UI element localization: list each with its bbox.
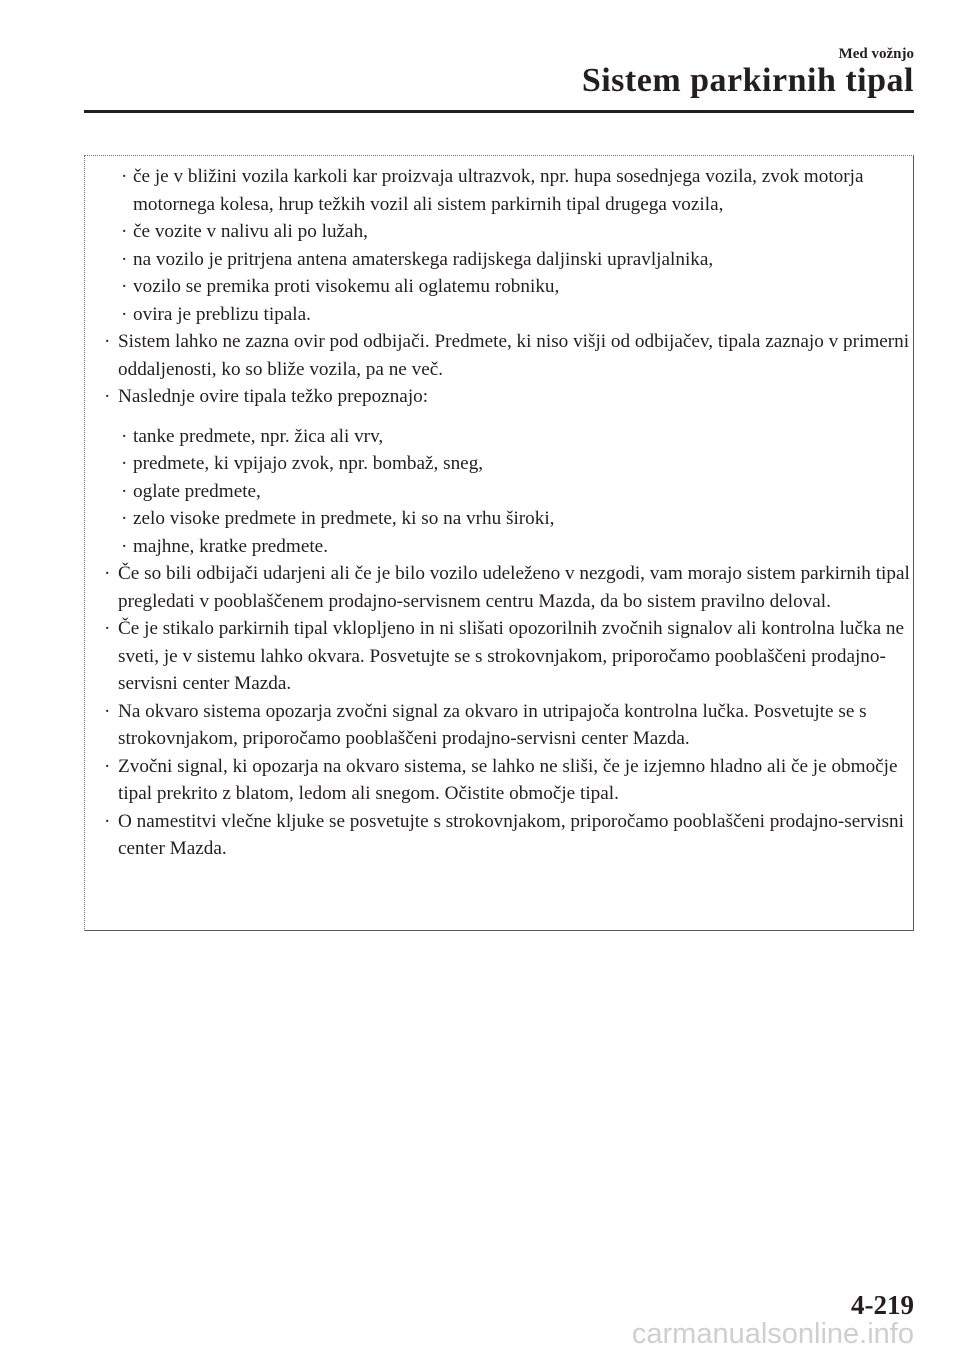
sub-list-item bbox=[100, 273, 910, 301]
bullet-list bbox=[100, 163, 910, 863]
sub-list-item bbox=[100, 423, 910, 451]
item-text: Če je stikalo parkirnih tipal vklopljeno in ni slišati opozorilnih zvočnih signalov ali kontrolna lučka ne sveti, je v sistemu lahko okvara. Posvetujte se s strokovnjakom, priporočamo pooblaščeni prodajno-servisni center Mazda. bbox=[118, 618, 905, 694]
bullet-icon: · bbox=[104, 755, 111, 777]
section-name: Med vožnjo bbox=[838, 46, 914, 62]
item-text: Na okvaro sistema opozarja zvočni signal za okvaro in utripajoča kontrolna lučka. Posvetujte se s strokovnjakom, priporočamo pooblaščeni prodajno-servisni center Mazda. bbox=[118, 700, 867, 749]
list-item bbox=[100, 808, 910, 863]
list-item bbox=[100, 753, 910, 808]
bullet-icon: · bbox=[121, 166, 128, 187]
sub-list-item bbox=[100, 301, 910, 329]
list-item bbox=[100, 615, 910, 698]
sub-list-item bbox=[100, 163, 910, 218]
sub-list-item bbox=[100, 450, 910, 478]
spacer bbox=[100, 411, 910, 423]
page-title: Sistem parkirnih tipal bbox=[581, 62, 914, 99]
bullet-icon: · bbox=[121, 480, 128, 502]
sub-list-item bbox=[100, 218, 910, 246]
item-text: Če so bili odbijači udarjeni ali če je bilo vozilo udeleženo v nezgodi, vam morajo sistem parkirnih tipal pregledati v pooblaščenem prodajno-servisnem centru Mazda, da bo sistem pravilno deloval. bbox=[118, 563, 910, 612]
bullet-icon: · bbox=[104, 386, 111, 407]
bullet-icon: · bbox=[104, 810, 111, 832]
sub-item-text: ovira je preblizu tipala. bbox=[133, 303, 311, 325]
sub-item-text: predmete, ki vpijajo zvok, npr. bombaž, sneg, bbox=[133, 453, 484, 474]
bullet-icon: · bbox=[121, 276, 128, 297]
content-box-left-border bbox=[84, 155, 85, 931]
sub-item-text: majhne, kratke predmete. bbox=[133, 535, 328, 557]
item-text: O namestitvi vlečne kljuke se posvetujte s strokovnjakom, priporočamo pooblaščeni prodajno-servisni center Mazda. bbox=[118, 810, 904, 859]
list-item bbox=[100, 560, 910, 615]
sub-item-text: tanke predmete, npr. žica ali vrv, bbox=[133, 425, 384, 447]
page-number: 4-219 bbox=[851, 1290, 914, 1320]
list-item bbox=[100, 698, 910, 753]
bullet-icon: · bbox=[121, 221, 128, 242]
sub-item-text: če vozite v nalivu ali po lužah, bbox=[133, 221, 368, 242]
bullet-icon: · bbox=[121, 535, 128, 557]
list-item bbox=[100, 383, 910, 411]
bullet-icon: · bbox=[121, 248, 128, 270]
bullet-icon: · bbox=[104, 618, 111, 639]
bullet-icon: · bbox=[104, 563, 111, 584]
item-text: Sistem lahko ne zazna ovir pod odbijači. Predmete, ki niso višji od odbijačev, tipala zaznajo v primerni oddaljenosti, ko so bliže vozila, pa ne več. bbox=[118, 331, 910, 380]
header-rule bbox=[84, 110, 914, 113]
sub-item-text: oglate predmete, bbox=[133, 480, 261, 502]
bullet-icon: · bbox=[121, 425, 128, 447]
sub-list-item bbox=[100, 533, 910, 561]
bullet-icon: · bbox=[104, 700, 111, 722]
sub-list-item bbox=[100, 246, 910, 274]
sub-item-text: zelo visoke predmete in predmete, ki so na vrhu široki, bbox=[133, 508, 555, 529]
content-box-top-border bbox=[84, 155, 914, 156]
bullet-icon: · bbox=[104, 331, 111, 352]
sub-item-text: vozilo se premika proti visokemu ali oglatemu robniku, bbox=[133, 276, 560, 297]
bullet-icon: · bbox=[121, 303, 128, 325]
sub-list-item bbox=[100, 478, 910, 506]
list-item bbox=[100, 328, 910, 383]
bullet-icon: · bbox=[121, 508, 128, 529]
item-text: Zvočni signal, ki opozarja na okvaro sistema, se lahko ne sliši, če je izjemno hladno ali če je območje tipal prekrito z blatom, ledom ali snegom. Očistite območje tipal. bbox=[118, 755, 898, 804]
sub-item-text: če je v bližini vozila karkoli kar proizvaja ultrazvok, npr. hupa sosednjega vozila, zvok motorja motornega kolesa, hrup težkih vozil ali sistem parkirnih tipal drugega vozila, bbox=[133, 166, 864, 215]
sub-list-item bbox=[100, 505, 910, 533]
sub-item-text: na vozilo je pritrjena antena amaterskega radijskega daljinski upravljalnika, bbox=[133, 248, 714, 270]
bullet-icon: · bbox=[121, 453, 128, 474]
item-text: Naslednje ovire tipala težko prepoznajo: bbox=[118, 386, 429, 407]
watermark: carmanualsonline.info bbox=[631, 1318, 914, 1350]
